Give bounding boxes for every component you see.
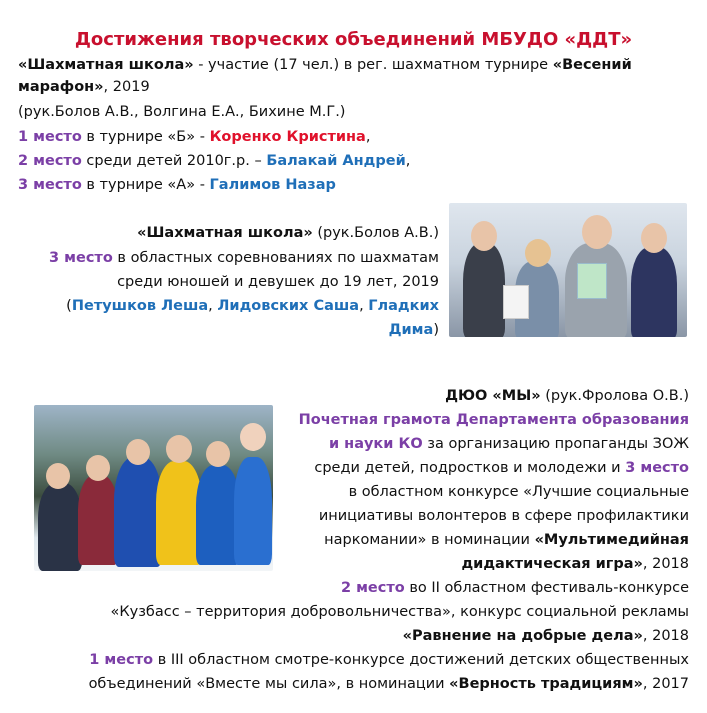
b1-text: среди детей 2010г.р. – <box>81 153 267 169</box>
b1-line-1 <box>18 54 632 76</box>
b3-text: во II областном фестиваль-конкурсе <box>404 580 689 596</box>
photo-head <box>86 455 110 481</box>
photo-person <box>463 243 505 337</box>
photo-head <box>46 463 70 489</box>
b3-line-5: в областном конкурсе «Лучшие социальные <box>348 484 689 500</box>
photo-head <box>525 239 551 267</box>
b3-line-2 <box>299 409 689 431</box>
b1-club: «Шахматная школа» <box>18 57 194 73</box>
b3-ad-title: «Равнение на добрые дела» <box>402 628 643 644</box>
b3-text: за организацию пропаганды ЗОЖ <box>422 436 689 452</box>
b3-text: (рук.Фролова О.В.) <box>540 388 689 404</box>
b3-line-8 <box>461 553 689 575</box>
b3-line-9 <box>341 577 689 599</box>
b1-text: в турнире «А» - <box>81 177 210 193</box>
b3-text: объединений «Вместе мы сила», в номинации <box>88 676 450 692</box>
b3-place-1: 1 место <box>89 652 154 668</box>
b2-place: 3 место <box>49 250 113 266</box>
photo-person <box>78 475 118 565</box>
b2-paren: ) <box>433 322 439 338</box>
b1-line-6 <box>18 174 336 196</box>
b3-line-12 <box>89 649 689 671</box>
b2-line-1 <box>137 222 439 244</box>
b1-comma: , <box>365 129 371 145</box>
b3-nomination-end: дидактическая игра» <box>461 556 643 572</box>
photo-person <box>114 457 162 567</box>
b3-line-13 <box>89 673 689 695</box>
b3-line-1 <box>445 385 689 407</box>
photo-head <box>206 441 230 467</box>
b2-paren: ( <box>66 298 72 314</box>
chess-winners-photo <box>449 203 687 337</box>
photo-person <box>631 247 677 337</box>
b2-sep: , <box>208 298 218 314</box>
page-title: Достижения творческих объединений МБУДО «ДДТ» <box>74 29 633 50</box>
b1-line-3: (рук.Болов А.В., Волгина Е.А., Бихине М.Г.) <box>18 104 346 120</box>
b2-line-2 <box>49 247 439 269</box>
b3-place-3: 3 место <box>625 460 689 476</box>
b2-club: «Шахматная школа» <box>137 225 313 241</box>
b1-tournament: «Весений <box>552 57 632 73</box>
b3-text: в III областном смотре-конкурсе достижений детских общественных <box>153 652 689 668</box>
b1-name-3: Галимов Назар <box>209 177 336 193</box>
b1-place-2: 2 место <box>18 153 82 169</box>
b2-text: (рук.Болов А.В.) <box>312 225 439 241</box>
b3-club: ДЮО «МЫ» <box>445 388 541 404</box>
photo-head <box>641 223 667 253</box>
b3-text: наркомании» в номинации <box>324 532 535 548</box>
b3-award-end: и науки КО <box>328 436 423 452</box>
b2-name-1: Петушков Леша <box>71 298 209 314</box>
b1-line-5 <box>18 150 410 172</box>
photo-person <box>234 457 272 565</box>
b3-text: среди детей, подростков и молодежи и <box>314 460 626 476</box>
b2-text: в областных соревнованиях по шахматам <box>112 250 439 266</box>
b3-place-2: 2 место <box>340 580 405 596</box>
photo-head <box>582 215 612 249</box>
b1-tournament-end: марафон» <box>18 79 104 95</box>
b2-line-5 <box>389 319 439 341</box>
b3-award: Почетная грамота Департамента образования <box>298 412 689 428</box>
b1-text: - участие (17 чел.) в рег. шахматном турнире <box>193 57 553 73</box>
certificate <box>577 263 607 299</box>
photo-head <box>471 221 497 251</box>
b3-line-7 <box>324 529 689 551</box>
b2-line-4 <box>66 295 439 317</box>
b2-line-3: среди юношей и девушек до 19 лет, 2019 <box>117 274 439 290</box>
b3-line-11 <box>403 625 689 647</box>
b1-name-1: Коренко Кристина <box>209 129 366 145</box>
volunteers-group-photo <box>34 405 273 571</box>
photo-person <box>38 483 82 571</box>
b2-sep: , <box>359 298 369 314</box>
b3-year: , 2018 <box>642 556 689 572</box>
b1-place-1: 1 место <box>18 129 82 145</box>
b2-name-3-end: Дима <box>388 322 434 338</box>
photo-head <box>240 423 266 451</box>
b3-year: , 2017 <box>642 676 689 692</box>
b1-place-3: 3 место <box>18 177 82 193</box>
b2-name-2: Лидовских Саша <box>217 298 360 314</box>
b1-year: , 2019 <box>103 79 150 95</box>
b3-year: , 2018 <box>642 628 689 644</box>
b1-name-2: Балакай Андрей <box>266 153 406 169</box>
b3-line-4 <box>314 457 689 479</box>
photo-head <box>166 435 192 463</box>
photo-head <box>126 439 150 465</box>
b3-line-3 <box>329 433 689 455</box>
b3-line-6: инициативы волонтеров в сфере профилактики <box>318 508 689 524</box>
b3-nomination: «Мультимедийная <box>534 532 689 548</box>
certificate <box>503 285 529 319</box>
b1-line-4 <box>18 126 370 148</box>
b3-nomination-2: «Верность традициям» <box>449 676 643 692</box>
b1-text: в турнире «Б» - <box>81 129 210 145</box>
b2-name-3: Гладких <box>368 298 439 314</box>
b3-line-10: «Кузбасс – территория добровольничества», конкурс социальной рекламы <box>110 604 689 620</box>
b1-comma: , <box>405 153 411 169</box>
b1-line-2 <box>18 76 150 98</box>
